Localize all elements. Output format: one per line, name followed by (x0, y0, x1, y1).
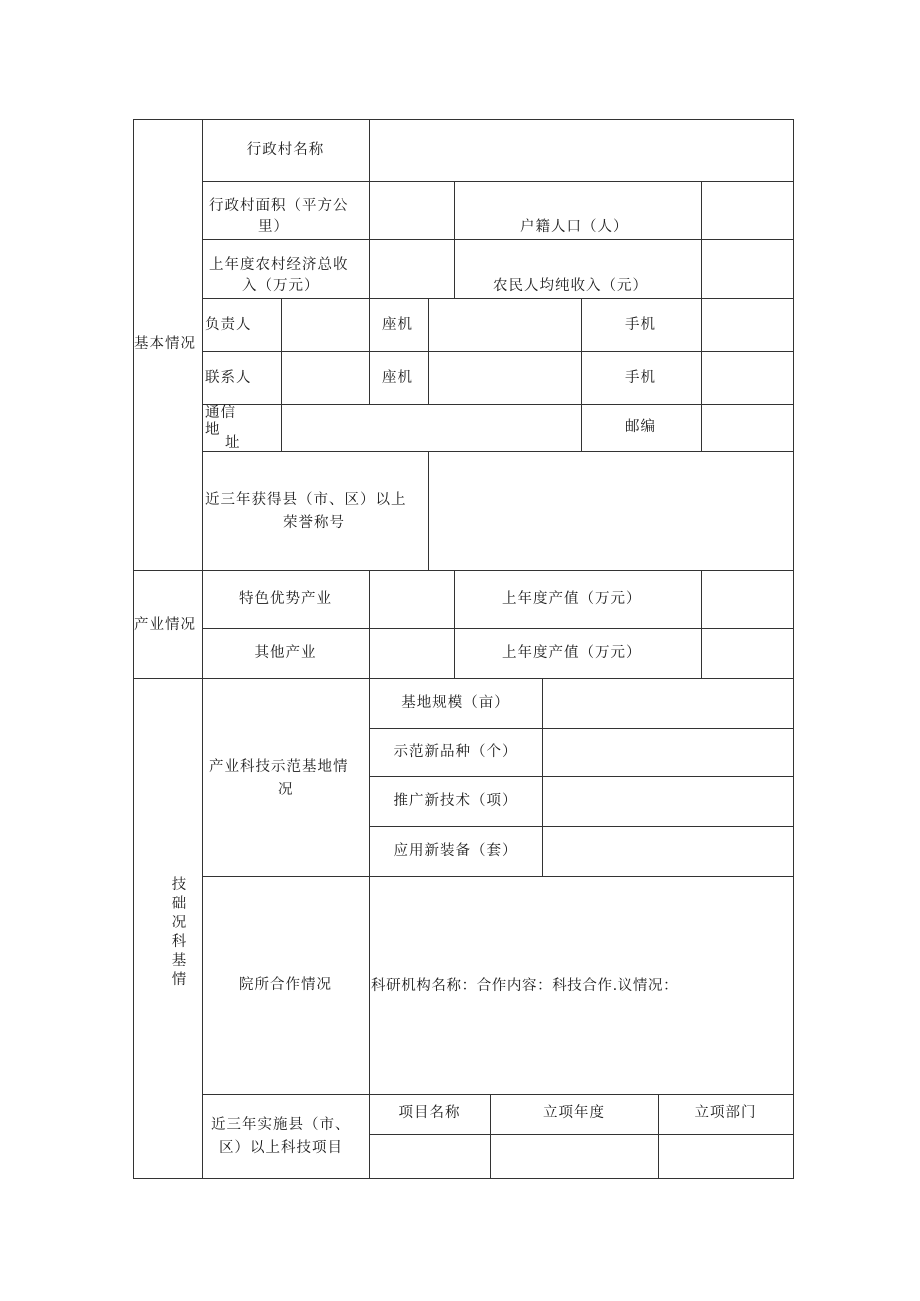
new-varieties-field[interactable] (543, 729, 793, 776)
label-new-equipment: 应用新装备（套） (393, 843, 518, 859)
section-label-tech-char: 情 (171, 972, 187, 988)
label-contact: 联系人 (205, 370, 252, 386)
header-project-dept: 立项部门 (694, 1105, 757, 1121)
section-label-tech (171, 876, 187, 990)
section-label-basic: 基本情况 (134, 336, 196, 352)
base-scale-field[interactable] (543, 679, 793, 728)
label-leader-landline: 座机 (382, 317, 413, 333)
cooperation-detail-text: 科研机构名称：合作内容：科技合作.议情况： (371, 978, 679, 994)
leader-mobile-field[interactable] (702, 299, 793, 351)
label-base-scale: 基地规模（亩） (401, 695, 510, 711)
grid-line (581, 298, 582, 451)
section-label-industry: 产业情况 (134, 617, 196, 633)
label-registered-population: 户籍人口（人） (520, 219, 629, 235)
label-postcode: 邮编 (625, 419, 656, 435)
label-demo-base-line1: 产业科技示范基地情 (209, 759, 349, 775)
label-demo-base-line2: 况 (278, 782, 294, 798)
new-technology-field[interactable] (543, 777, 793, 826)
contact-mobile-field[interactable] (702, 352, 793, 404)
per-capita-income-field[interactable] (702, 240, 793, 298)
section-label-tech-char: 技 (171, 877, 187, 893)
featured-industry-field[interactable] (370, 571, 454, 628)
section-label-tech-char: 况 (171, 915, 187, 931)
label-address-b: 地 (205, 422, 221, 438)
label-village-name: 行政村名称 (246, 142, 325, 158)
other-industry-field[interactable] (370, 629, 454, 678)
section-label-tech-char: 基 (171, 953, 187, 969)
project-year-field[interactable] (491, 1135, 658, 1178)
section-label-tech-char: 础 (171, 896, 187, 912)
label-village-area-line2: 里） (258, 219, 289, 235)
new-equipment-field[interactable] (543, 827, 793, 876)
cooperation-field[interactable] (370, 877, 793, 1094)
label-featured-industry: 特色优势产业 (239, 591, 332, 607)
label-contact-landline: 座机 (382, 370, 413, 386)
leader-field[interactable] (282, 299, 369, 351)
registered-population-field[interactable] (702, 182, 793, 239)
postcode-field[interactable] (702, 405, 793, 451)
grid-line (202, 1094, 794, 1095)
village-area-field[interactable] (370, 182, 454, 239)
label-village-area-line1: 行政村面积（平方公 (209, 198, 349, 214)
label-new-technology: 推广新技术（项） (393, 793, 518, 809)
label-featured-output-value: 上年度产值（万元） (502, 591, 642, 607)
label-other-output-value: 上年度产值（万元） (502, 645, 642, 661)
label-address-a: 通信 (205, 405, 236, 421)
honors-field[interactable] (429, 452, 793, 570)
project-dept-field[interactable] (659, 1135, 793, 1178)
village-name-field[interactable] (370, 120, 793, 181)
grid-line (454, 181, 455, 298)
label-honors-line2: 荣誉称号 (283, 515, 345, 531)
label-address-c: 址 (225, 435, 241, 451)
label-leader: 负责人 (205, 317, 252, 333)
table-border-right (793, 119, 794, 1179)
label-honors-line1: 近三年获得县（市、区）以上 (205, 492, 407, 508)
leader-landline-field[interactable] (429, 299, 581, 351)
featured-output-value-field[interactable] (702, 571, 793, 628)
address-field[interactable] (282, 405, 581, 451)
label-per-capita-income: 农民人均纯收入（元） (493, 278, 648, 294)
label-contact-mobile: 手机 (625, 370, 656, 386)
section-divider (133, 570, 794, 571)
header-project-year: 立项年度 (543, 1105, 605, 1121)
label-cooperation: 院所合作情况 (239, 977, 332, 993)
project-name-field[interactable] (370, 1135, 490, 1178)
label-projects-line2: 区）以上科技项目 (219, 1140, 343, 1156)
economic-income-field[interactable] (370, 240, 454, 298)
section-label-tech-char: 科 (171, 934, 187, 950)
label-economic-income-line1: 上年度农村经济总收 (209, 257, 349, 273)
contact-field[interactable] (282, 352, 369, 404)
label-projects-line1: 近三年实施县（市、 (211, 1117, 351, 1133)
grid-line (369, 351, 370, 404)
other-output-value-field[interactable] (702, 629, 793, 678)
label-economic-income-line2: 入（万元） (242, 278, 320, 294)
table-border-bottom (133, 1178, 794, 1179)
header-project-name: 项目名称 (398, 1105, 461, 1121)
label-leader-mobile: 手机 (625, 317, 656, 333)
label-other-industry: 其他产业 (254, 645, 317, 661)
grid-line (454, 570, 455, 678)
contact-landline-field[interactable] (429, 352, 581, 404)
table-border-left (133, 119, 134, 1179)
label-new-varieties: 示范新品种（个） (393, 744, 518, 760)
